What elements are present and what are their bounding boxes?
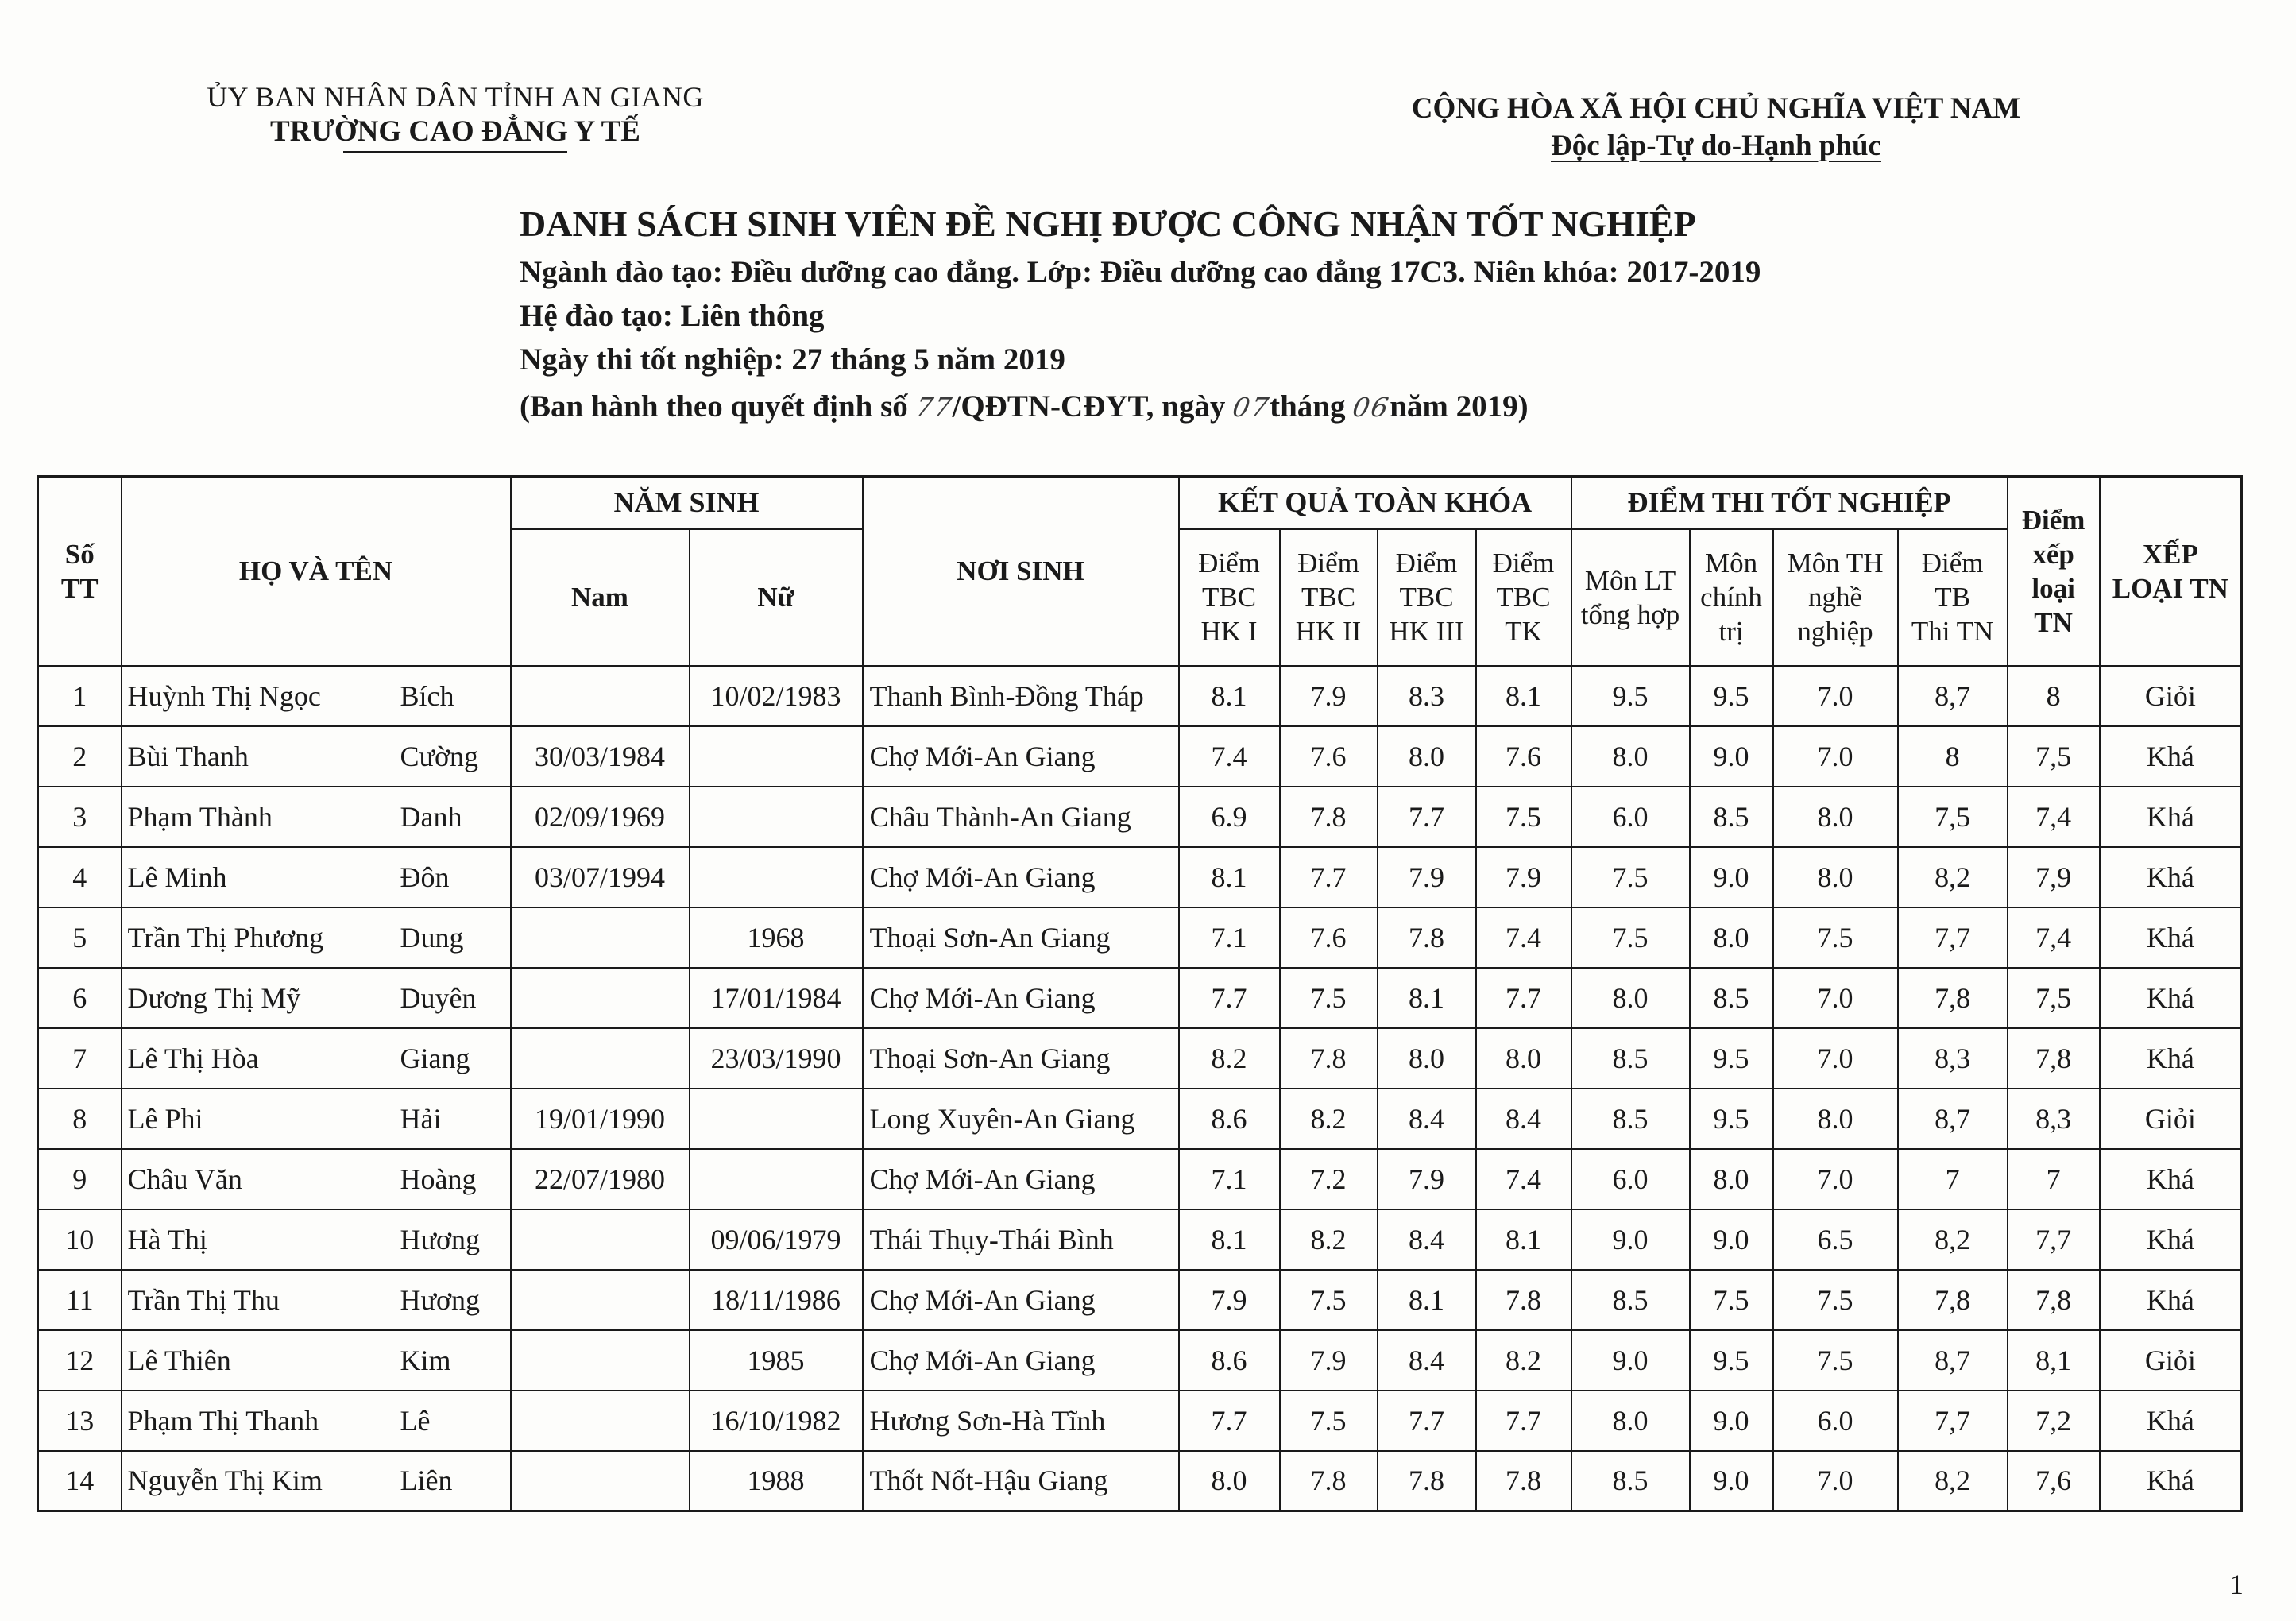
cell-ho-dem: Phạm Thị Thanh bbox=[127, 1404, 319, 1437]
cell-noi-sinh: Chợ Mới-An Giang bbox=[863, 1330, 1179, 1391]
cell-nam-sinh-nu bbox=[690, 847, 863, 907]
header-diem-tbc-hk2: Điểm TBC HK II bbox=[1280, 529, 1378, 666]
cell-mon-chinh-tri: 9.5 bbox=[1690, 1089, 1773, 1149]
cell-diem-tbc-hk2: 7.7 bbox=[1280, 847, 1378, 907]
cell-diem-tbc-hk3: 7.8 bbox=[1378, 907, 1476, 968]
header-diem-thi-tot-nghiep: ĐIỂM THI TỐT NGHIỆP bbox=[1571, 477, 2008, 529]
decision-month-label: tháng bbox=[1270, 389, 1354, 424]
cell-ho-ten bbox=[122, 1149, 511, 1209]
cell-diem-tbc-hk1: 8.0 bbox=[1179, 1451, 1280, 1511]
cell-mon-th-nghe-nghiep: 7.0 bbox=[1773, 726, 1898, 787]
table-row bbox=[38, 1451, 2242, 1511]
table-row bbox=[38, 666, 2242, 726]
cell-diem-xep-loai-tn: 7,8 bbox=[2008, 1028, 2100, 1089]
cell-diem-xep-loai-tn: 8,1 bbox=[2008, 1330, 2100, 1391]
cell-diem-tbc-hk1: 8.6 bbox=[1179, 1330, 1280, 1391]
cell-nam-sinh-nu: 18/11/1986 bbox=[690, 1270, 863, 1330]
cell-mon-th-nghe-nghiep: 6.5 bbox=[1773, 1209, 1898, 1270]
cell-xep-loai-tn: Giỏi bbox=[2100, 1330, 2242, 1391]
cell-ten: Liên bbox=[400, 1464, 453, 1497]
cell-nam-sinh-nam bbox=[511, 1209, 690, 1270]
cell-ten: Hương bbox=[400, 1283, 481, 1316]
cell-diem-tbc-hk1: 7.1 bbox=[1179, 1149, 1280, 1209]
cell-diem-tb-thi-tn: 7,5 bbox=[1898, 787, 2008, 847]
cell-diem-tbc-hk3: 7.9 bbox=[1378, 847, 1476, 907]
page-number: 1 bbox=[2229, 1569, 2244, 1600]
cell-xep-loai-tn: Giỏi bbox=[2100, 1089, 2242, 1149]
cell-ten: Hương bbox=[400, 1223, 481, 1255]
graduation-list-table bbox=[37, 475, 2243, 1512]
country-name: CỘNG HÒA XÃ HỘI CHỦ NGHĨA VIỆT NAM bbox=[1411, 92, 2021, 125]
national-heading-block bbox=[1398, 90, 2034, 164]
issuing-agency-block bbox=[137, 79, 773, 149]
cell-nam-sinh-nu bbox=[690, 787, 863, 847]
cell-ho-dem: Nguyễn Thị Kim bbox=[127, 1464, 323, 1497]
cell-diem-tbc-hk2: 7.8 bbox=[1280, 787, 1378, 847]
cell-nam-sinh-nu bbox=[690, 726, 863, 787]
cell-mon-chinh-tri: 9.0 bbox=[1690, 847, 1773, 907]
header-mon-th-nghe-nghiep: Môn TH nghề nghiệp bbox=[1773, 529, 1898, 666]
cell-mon-lt-tong-hop: 9.5 bbox=[1571, 666, 1690, 726]
cell-diem-xep-loai-tn: 7,5 bbox=[2008, 968, 2100, 1028]
cell-diem-tbc-hk3: 7.8 bbox=[1378, 1451, 1476, 1511]
cell-stt: 2 bbox=[38, 726, 122, 787]
cell-mon-lt-tong-hop: 8.5 bbox=[1571, 1270, 1690, 1330]
cell-diem-tbc-tk: 8.4 bbox=[1476, 1089, 1571, 1149]
cell-nam-sinh-nam: 30/03/1984 bbox=[511, 726, 690, 787]
national-motto: Độc lập-Tự do-Hạnh phúc bbox=[1551, 130, 1881, 162]
header-row-groups bbox=[38, 477, 2242, 529]
cell-diem-tbc-hk2: 7.9 bbox=[1280, 666, 1378, 726]
cell-xep-loai-tn: Khá bbox=[2100, 1149, 2242, 1209]
cell-xep-loai-tn: Khá bbox=[2100, 907, 2242, 968]
cell-noi-sinh: Thanh Bình-Đồng Tháp bbox=[863, 666, 1179, 726]
cell-diem-tb-thi-tn: 8,2 bbox=[1898, 1451, 2008, 1511]
cell-diem-tbc-hk2: 7.5 bbox=[1280, 968, 1378, 1028]
cell-noi-sinh: Hương Sơn-Hà Tĩnh bbox=[863, 1391, 1179, 1451]
school-name: TRƯỜNG CAO ĐẲNG Y TẾ bbox=[270, 115, 640, 148]
cell-diem-tbc-hk1: 7.7 bbox=[1179, 1391, 1280, 1451]
cell-mon-chinh-tri: 9.5 bbox=[1690, 666, 1773, 726]
cell-diem-tbc-tk: 8.1 bbox=[1476, 1209, 1571, 1270]
cell-nam-sinh-nam bbox=[511, 1391, 690, 1451]
cell-diem-xep-loai-tn: 7,5 bbox=[2008, 726, 2100, 787]
cell-mon-chinh-tri: 9.0 bbox=[1690, 1451, 1773, 1511]
decision-day-handwritten: 07 bbox=[1230, 392, 1273, 423]
cell-diem-tbc-hk1: 8.1 bbox=[1179, 847, 1280, 907]
cell-mon-lt-tong-hop: 8.5 bbox=[1571, 1451, 1690, 1511]
cell-diem-xep-loai-tn: 8 bbox=[2008, 666, 2100, 726]
cell-mon-lt-tong-hop: 7.5 bbox=[1571, 907, 1690, 968]
cell-ho-dem: Dương Thị Mỹ bbox=[127, 981, 301, 1014]
cell-diem-tbc-hk1: 8.6 bbox=[1179, 1089, 1280, 1149]
table-row bbox=[38, 847, 2242, 907]
decision-month-handwritten: 06 bbox=[1350, 392, 1393, 423]
cell-ho-dem: Lê Minh bbox=[127, 861, 227, 893]
table-row bbox=[38, 1089, 2242, 1149]
cell-diem-tb-thi-tn: 8,2 bbox=[1898, 847, 2008, 907]
cell-mon-th-nghe-nghiep: 7.5 bbox=[1773, 1330, 1898, 1391]
cell-ho-dem: Lê Phi bbox=[127, 1102, 203, 1135]
cell-mon-th-nghe-nghiep: 7.5 bbox=[1773, 907, 1898, 968]
document-title: DANH SÁCH SINH VIÊN ĐỀ NGHỊ ĐƯỢC CÔNG NHẬN TỐT NGHIỆP bbox=[520, 203, 1696, 244]
cell-nam-sinh-nu: 09/06/1979 bbox=[690, 1209, 863, 1270]
cell-diem-xep-loai-tn: 7,7 bbox=[2008, 1209, 2100, 1270]
cell-mon-chinh-tri: 9.5 bbox=[1690, 1330, 1773, 1391]
cell-mon-th-nghe-nghiep: 7.0 bbox=[1773, 1028, 1898, 1089]
header-diem-tbc-tk: Điểm TBC TK bbox=[1476, 529, 1571, 666]
cell-ho-ten bbox=[122, 847, 511, 907]
cell-stt: 1 bbox=[38, 666, 122, 726]
cell-ten: Lê bbox=[400, 1404, 431, 1437]
cell-ten: Dung bbox=[400, 921, 464, 954]
cell-stt: 12 bbox=[38, 1330, 122, 1391]
cell-mon-chinh-tri: 9.0 bbox=[1690, 1391, 1773, 1451]
cell-mon-th-nghe-nghiep: 7.5 bbox=[1773, 1270, 1898, 1330]
cell-mon-lt-tong-hop: 6.0 bbox=[1571, 1149, 1690, 1209]
cell-ho-dem: Hà Thị bbox=[127, 1223, 207, 1255]
cell-diem-tbc-hk3: 8.0 bbox=[1378, 1028, 1476, 1089]
cell-noi-sinh: Chợ Mới-An Giang bbox=[863, 726, 1179, 787]
cell-diem-xep-loai-tn: 7,4 bbox=[2008, 907, 2100, 968]
cell-ho-dem: Châu Văn bbox=[127, 1163, 242, 1195]
cell-mon-chinh-tri: 9.5 bbox=[1690, 1028, 1773, 1089]
cell-noi-sinh: Chợ Mới-An Giang bbox=[863, 968, 1179, 1028]
header-diem-tb-thi-tn: Điểm TB Thi TN bbox=[1898, 529, 2008, 666]
cell-mon-lt-tong-hop: 9.0 bbox=[1571, 1330, 1690, 1391]
cell-noi-sinh: Chợ Mới-An Giang bbox=[863, 1270, 1179, 1330]
cell-nam-sinh-nu: 17/01/1984 bbox=[690, 968, 863, 1028]
cell-stt: 4 bbox=[38, 847, 122, 907]
table-header bbox=[38, 477, 2242, 666]
cell-ten: Hoàng bbox=[400, 1163, 477, 1195]
table-row bbox=[38, 787, 2242, 847]
table-row bbox=[38, 907, 2242, 968]
cell-nam-sinh-nam bbox=[511, 1270, 690, 1330]
decision-info bbox=[520, 389, 1529, 426]
cell-xep-loai-tn: Khá bbox=[2100, 787, 2242, 847]
cell-mon-chinh-tri: 8.0 bbox=[1690, 907, 1773, 968]
cell-diem-tb-thi-tn: 7 bbox=[1898, 1149, 2008, 1209]
cell-ten: Duyên bbox=[400, 981, 477, 1014]
table-row bbox=[38, 1391, 2242, 1451]
cell-ten: Hải bbox=[400, 1102, 442, 1135]
cell-diem-tb-thi-tn: 7,8 bbox=[1898, 1270, 2008, 1330]
cell-mon-lt-tong-hop: 8.0 bbox=[1571, 1391, 1690, 1451]
cell-mon-lt-tong-hop: 7.5 bbox=[1571, 847, 1690, 907]
cell-stt: 9 bbox=[38, 1149, 122, 1209]
cell-diem-xep-loai-tn: 7,8 bbox=[2008, 1270, 2100, 1330]
cell-nam-sinh-nam bbox=[511, 1330, 690, 1391]
cell-mon-chinh-tri: 9.0 bbox=[1690, 726, 1773, 787]
cell-nam-sinh-nam bbox=[511, 1451, 690, 1511]
header-mon-chinh-tri: Môn chính trị bbox=[1690, 529, 1773, 666]
cell-noi-sinh: Chợ Mới-An Giang bbox=[863, 847, 1179, 907]
cell-nam-sinh-nam bbox=[511, 968, 690, 1028]
decision-prefix: (Ban hành theo quyết định số bbox=[520, 389, 916, 424]
table-row bbox=[38, 726, 2242, 787]
cell-mon-lt-tong-hop: 9.0 bbox=[1571, 1209, 1690, 1270]
cell-diem-tb-thi-tn: 7,7 bbox=[1898, 1391, 2008, 1451]
cell-stt: 3 bbox=[38, 787, 122, 847]
cell-mon-th-nghe-nghiep: 7.0 bbox=[1773, 1149, 1898, 1209]
table-row bbox=[38, 1330, 2242, 1391]
cell-diem-tbc-hk3: 7.7 bbox=[1378, 787, 1476, 847]
header-noi-sinh: NƠI SINH bbox=[863, 477, 1179, 666]
cell-mon-chinh-tri: 8.0 bbox=[1690, 1149, 1773, 1209]
cell-ho-ten bbox=[122, 907, 511, 968]
cell-diem-tbc-hk2: 7.5 bbox=[1280, 1391, 1378, 1451]
cell-ho-dem: Lê Thiên bbox=[127, 1344, 231, 1376]
cell-diem-tbc-hk1: 6.9 bbox=[1179, 787, 1280, 847]
cell-diem-tbc-tk: 7.4 bbox=[1476, 1149, 1571, 1209]
training-mode-info: Hệ đào tạo: Liên thông bbox=[520, 299, 825, 333]
cell-ten: Giang bbox=[400, 1042, 470, 1074]
cell-nam-sinh-nam: 02/09/1969 bbox=[511, 787, 690, 847]
cell-noi-sinh: Long Xuyên-An Giang bbox=[863, 1089, 1179, 1149]
cell-xep-loai-tn: Khá bbox=[2100, 726, 2242, 787]
cell-stt: 13 bbox=[38, 1391, 122, 1451]
cell-diem-xep-loai-tn: 7 bbox=[2008, 1149, 2100, 1209]
cell-ten: Danh bbox=[400, 800, 462, 833]
cell-mon-lt-tong-hop: 8.5 bbox=[1571, 1089, 1690, 1149]
cell-noi-sinh: Thoại Sơn-An Giang bbox=[863, 1028, 1179, 1089]
cell-mon-lt-tong-hop: 8.5 bbox=[1571, 1028, 1690, 1089]
cell-diem-tbc-hk1: 7.9 bbox=[1179, 1270, 1280, 1330]
cell-ten: Cường bbox=[400, 740, 479, 772]
cell-mon-chinh-tri: 8.5 bbox=[1690, 787, 1773, 847]
cell-ho-dem: Bùi Thanh bbox=[127, 740, 249, 772]
cell-nam-sinh-nam bbox=[511, 666, 690, 726]
cell-ho-dem: Huỳnh Thị Ngọc bbox=[127, 679, 321, 712]
cell-nam-sinh-nam: 19/01/1990 bbox=[511, 1089, 690, 1149]
agency-name: ỦY BAN NHÂN DÂN TỈNH AN GIANG bbox=[207, 81, 704, 113]
cell-diem-xep-loai-tn: 8,3 bbox=[2008, 1089, 2100, 1149]
cell-noi-sinh: Thái Thụy-Thái Bình bbox=[863, 1209, 1179, 1270]
cell-ho-ten bbox=[122, 1089, 511, 1149]
cell-noi-sinh: Thốt Nốt-Hậu Giang bbox=[863, 1451, 1179, 1511]
header-nam-sinh: NĂM SINH bbox=[511, 477, 863, 529]
cell-ten: Đôn bbox=[400, 861, 450, 893]
cell-diem-tbc-hk3: 7.7 bbox=[1378, 1391, 1476, 1451]
cell-diem-tb-thi-tn: 8,7 bbox=[1898, 1089, 2008, 1149]
cell-ho-ten bbox=[122, 1209, 511, 1270]
header-xep-loai-tn: XẾP LOẠI TN bbox=[2100, 477, 2242, 666]
cell-ten: Bích bbox=[400, 679, 454, 712]
cell-nam-sinh-nu bbox=[690, 1149, 863, 1209]
header-diem-tbc-hk3: Điểm TBC HK III bbox=[1378, 529, 1476, 666]
header-stt: Số TT bbox=[38, 477, 122, 666]
cell-stt: 6 bbox=[38, 968, 122, 1028]
cell-diem-tbc-hk2: 7.6 bbox=[1280, 726, 1378, 787]
cell-diem-tbc-hk1: 7.4 bbox=[1179, 726, 1280, 787]
cell-nam-sinh-nu: 16/10/1982 bbox=[690, 1391, 863, 1451]
cell-diem-tb-thi-tn: 8,7 bbox=[1898, 1330, 2008, 1391]
cell-xep-loai-tn: Khá bbox=[2100, 968, 2242, 1028]
cell-ho-ten bbox=[122, 666, 511, 726]
cell-diem-tbc-hk3: 8.4 bbox=[1378, 1330, 1476, 1391]
cell-nam-sinh-nu bbox=[690, 1089, 863, 1149]
cell-ho-ten bbox=[122, 1028, 511, 1089]
cell-xep-loai-tn: Khá bbox=[2100, 1209, 2242, 1270]
cell-ten: Kim bbox=[400, 1344, 451, 1376]
cell-diem-tbc-hk1: 8.1 bbox=[1179, 1209, 1280, 1270]
cell-diem-tb-thi-tn: 7,8 bbox=[1898, 968, 2008, 1028]
cell-diem-tbc-tk: 7.6 bbox=[1476, 726, 1571, 787]
cell-diem-xep-loai-tn: 7,6 bbox=[2008, 1451, 2100, 1511]
cell-diem-tbc-hk2: 7.8 bbox=[1280, 1451, 1378, 1511]
cell-nam-sinh-nam: 22/07/1980 bbox=[511, 1149, 690, 1209]
cell-xep-loai-tn: Khá bbox=[2100, 1391, 2242, 1451]
cell-mon-th-nghe-nghiep: 6.0 bbox=[1773, 1391, 1898, 1451]
cell-ho-ten bbox=[122, 1391, 511, 1451]
cell-nam-sinh-nu: 10/02/1983 bbox=[690, 666, 863, 726]
cell-diem-tbc-tk: 8.2 bbox=[1476, 1330, 1571, 1391]
school-name-underline bbox=[343, 151, 567, 153]
cell-xep-loai-tn: Khá bbox=[2100, 847, 2242, 907]
cell-diem-tb-thi-tn: 8,7 bbox=[1898, 666, 2008, 726]
cell-mon-lt-tong-hop: 6.0 bbox=[1571, 787, 1690, 847]
cell-diem-tbc-hk2: 7.5 bbox=[1280, 1270, 1378, 1330]
cell-diem-tbc-hk1: 8.1 bbox=[1179, 666, 1280, 726]
cell-diem-tbc-hk3: 8.3 bbox=[1378, 666, 1476, 726]
decision-code: /QĐTN-CĐYT, ngày bbox=[952, 389, 1234, 424]
cell-ho-ten bbox=[122, 1451, 511, 1511]
cell-stt: 5 bbox=[38, 907, 122, 968]
cell-xep-loai-tn: Khá bbox=[2100, 1028, 2242, 1089]
cell-mon-lt-tong-hop: 8.0 bbox=[1571, 968, 1690, 1028]
cell-diem-tbc-tk: 7.7 bbox=[1476, 968, 1571, 1028]
cell-xep-loai-tn: Khá bbox=[2100, 1270, 2242, 1330]
cell-diem-tbc-tk: 7.8 bbox=[1476, 1270, 1571, 1330]
cell-ho-ten bbox=[122, 1330, 511, 1391]
cell-nam-sinh-nam: 03/07/1994 bbox=[511, 847, 690, 907]
header-diem-xep-loai-tn: Điểm xếp loại TN bbox=[2008, 477, 2100, 666]
cell-mon-chinh-tri: 8.5 bbox=[1690, 968, 1773, 1028]
cell-diem-tbc-hk3: 8.4 bbox=[1378, 1089, 1476, 1149]
decision-number-handwritten: 77 bbox=[913, 392, 956, 423]
cell-diem-tbc-hk3: 8.1 bbox=[1378, 1270, 1476, 1330]
cell-diem-tb-thi-tn: 7,7 bbox=[1898, 907, 2008, 968]
cell-nam-sinh-nu: 1985 bbox=[690, 1330, 863, 1391]
cell-diem-xep-loai-tn: 7,4 bbox=[2008, 787, 2100, 847]
header-nu: Nữ bbox=[690, 529, 863, 666]
header-nam: Nam bbox=[511, 529, 690, 666]
cell-diem-tbc-hk1: 7.1 bbox=[1179, 907, 1280, 968]
table-body bbox=[38, 666, 2242, 1511]
cell-nam-sinh-nu: 23/03/1990 bbox=[690, 1028, 863, 1089]
cell-diem-tbc-tk: 8.1 bbox=[1476, 666, 1571, 726]
cell-diem-tbc-tk: 7.9 bbox=[1476, 847, 1571, 907]
cell-ho-dem: Lê Thị Hòa bbox=[127, 1042, 259, 1074]
cell-diem-xep-loai-tn: 7,9 bbox=[2008, 847, 2100, 907]
cell-diem-tbc-tk: 7.5 bbox=[1476, 787, 1571, 847]
cell-mon-th-nghe-nghiep: 8.0 bbox=[1773, 847, 1898, 907]
cell-xep-loai-tn: Giỏi bbox=[2100, 666, 2242, 726]
cell-ho-dem: Trần Thị Phương bbox=[127, 921, 324, 954]
cell-stt: 7 bbox=[38, 1028, 122, 1089]
program-info: Ngành đào tạo: Điều dưỡng cao đẳng. Lớp: Điều dưỡng cao đẳng 17C3. Niên khóa: 2017-2019 bbox=[520, 255, 1761, 289]
cell-diem-xep-loai-tn: 7,2 bbox=[2008, 1391, 2100, 1451]
cell-stt: 8 bbox=[38, 1089, 122, 1149]
cell-diem-tb-thi-tn: 8 bbox=[1898, 726, 2008, 787]
header-mon-lt-tong-hop: Môn LT tổng hợp bbox=[1571, 529, 1690, 666]
cell-mon-chinh-tri: 9.0 bbox=[1690, 1209, 1773, 1270]
cell-stt: 10 bbox=[38, 1209, 122, 1270]
cell-diem-tbc-hk2: 7.6 bbox=[1280, 907, 1378, 968]
cell-nam-sinh-nu: 1968 bbox=[690, 907, 863, 968]
header-ket-qua-toan-khoa: KẾT QUẢ TOÀN KHÓA bbox=[1179, 477, 1571, 529]
table-row bbox=[38, 1209, 2242, 1270]
cell-mon-th-nghe-nghiep: 7.0 bbox=[1773, 1451, 1898, 1511]
cell-ho-ten bbox=[122, 968, 511, 1028]
cell-ho-ten bbox=[122, 1270, 511, 1330]
cell-diem-tbc-hk2: 8.2 bbox=[1280, 1209, 1378, 1270]
cell-diem-tbc-hk1: 8.2 bbox=[1179, 1028, 1280, 1089]
decision-suffix: năm 2019) bbox=[1390, 389, 1529, 424]
cell-diem-tbc-tk: 8.0 bbox=[1476, 1028, 1571, 1089]
cell-mon-th-nghe-nghiep: 8.0 bbox=[1773, 787, 1898, 847]
cell-noi-sinh: Châu Thành-An Giang bbox=[863, 787, 1179, 847]
exam-date-info: Ngày thi tốt nghiệp: 27 tháng 5 năm 2019 bbox=[520, 342, 1065, 377]
cell-mon-th-nghe-nghiep: 7.0 bbox=[1773, 666, 1898, 726]
cell-diem-tb-thi-tn: 8,2 bbox=[1898, 1209, 2008, 1270]
cell-mon-chinh-tri: 7.5 bbox=[1690, 1270, 1773, 1330]
cell-noi-sinh: Chợ Mới-An Giang bbox=[863, 1149, 1179, 1209]
cell-diem-tbc-hk3: 8.1 bbox=[1378, 968, 1476, 1028]
header-diem-tbc-hk1: Điểm TBC HK I bbox=[1179, 529, 1280, 666]
cell-nam-sinh-nu: 1988 bbox=[690, 1451, 863, 1511]
cell-stt: 14 bbox=[38, 1451, 122, 1511]
cell-diem-tbc-tk: 7.8 bbox=[1476, 1451, 1571, 1511]
table-row bbox=[38, 1028, 2242, 1089]
cell-stt: 11 bbox=[38, 1270, 122, 1330]
cell-diem-tbc-hk2: 7.8 bbox=[1280, 1028, 1378, 1089]
cell-mon-lt-tong-hop: 8.0 bbox=[1571, 726, 1690, 787]
cell-noi-sinh: Thoại Sơn-An Giang bbox=[863, 907, 1179, 968]
table-row bbox=[38, 1270, 2242, 1330]
table-row bbox=[38, 1149, 2242, 1209]
cell-diem-tbc-hk2: 7.9 bbox=[1280, 1330, 1378, 1391]
cell-xep-loai-tn: Khá bbox=[2100, 1451, 2242, 1511]
table-row bbox=[38, 968, 2242, 1028]
cell-mon-th-nghe-nghiep: 7.0 bbox=[1773, 968, 1898, 1028]
cell-mon-th-nghe-nghiep: 8.0 bbox=[1773, 1089, 1898, 1149]
cell-diem-tbc-tk: 7.4 bbox=[1476, 907, 1571, 968]
cell-diem-tbc-tk: 7.7 bbox=[1476, 1391, 1571, 1451]
header-ho-ten: HỌ VÀ TÊN bbox=[122, 477, 511, 666]
cell-nam-sinh-nam bbox=[511, 907, 690, 968]
cell-nam-sinh-nam bbox=[511, 1028, 690, 1089]
cell-diem-tb-thi-tn: 8,3 bbox=[1898, 1028, 2008, 1089]
cell-diem-tbc-hk3: 8.0 bbox=[1378, 726, 1476, 787]
cell-ho-ten bbox=[122, 726, 511, 787]
cell-diem-tbc-hk2: 7.2 bbox=[1280, 1149, 1378, 1209]
cell-diem-tbc-hk3: 8.4 bbox=[1378, 1209, 1476, 1270]
cell-diem-tbc-hk1: 7.7 bbox=[1179, 968, 1280, 1028]
cell-ho-dem: Trần Thị Thu bbox=[127, 1283, 280, 1316]
cell-ho-dem: Phạm Thành bbox=[127, 800, 273, 833]
cell-diem-tbc-hk2: 8.2 bbox=[1280, 1089, 1378, 1149]
cell-ho-ten bbox=[122, 787, 511, 847]
cell-diem-tbc-hk3: 7.9 bbox=[1378, 1149, 1476, 1209]
